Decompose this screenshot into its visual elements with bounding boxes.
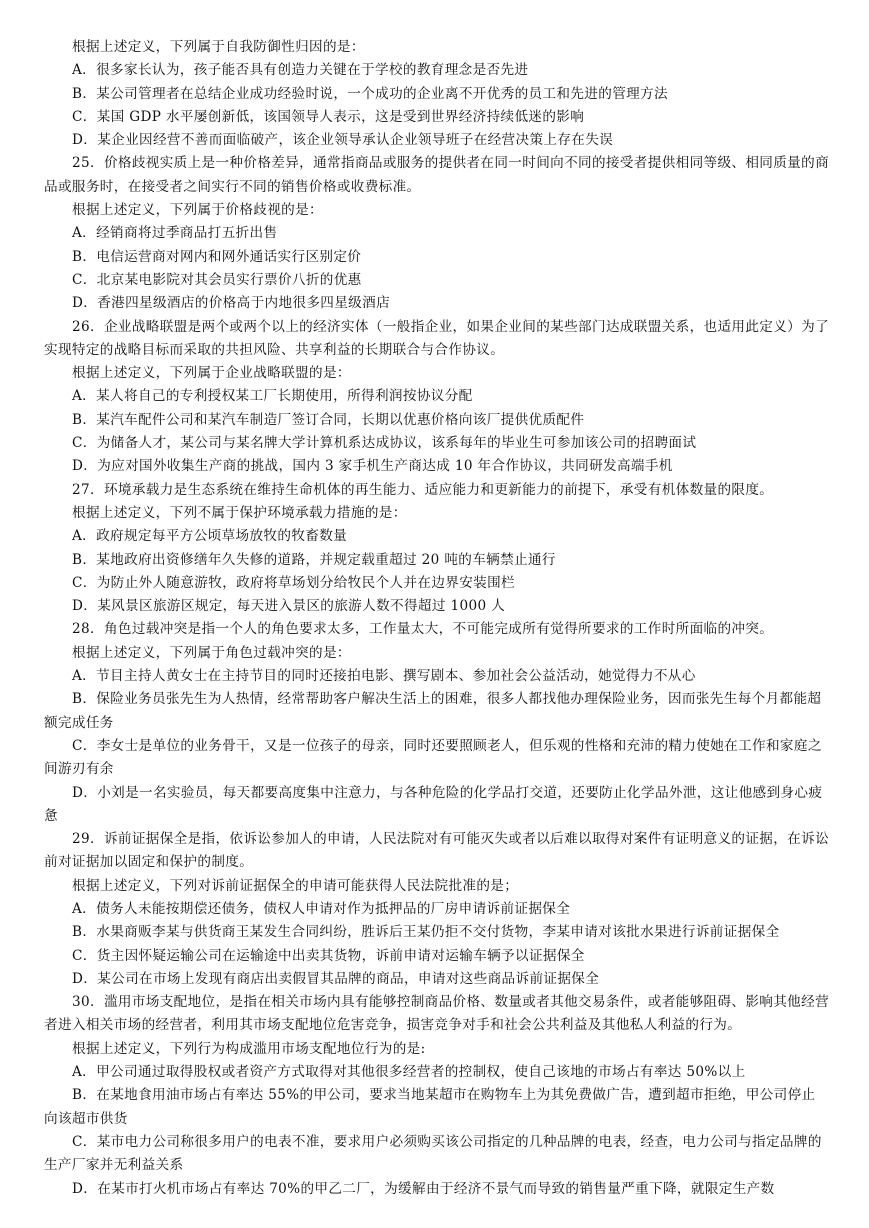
answer-option: D．某公司在市场上发现有商店出卖假冒其品牌的商品，申请对这些商品诉前证据保全 (72, 970, 600, 987)
answer-option: D．在某市打火机市场占有率达 70%的甲乙二厂，为缓解由于经济不景气而导致的销售量严重下降，就限定生产数 (72, 1180, 775, 1197)
paragraph: 28．角色过载冲突是指一个人的角色要求太多，工作量太大，不可能完成所有觉得所要求的工作时所面临的冲突。 (72, 621, 774, 638)
answer-option: B．电信运营商对网内和网外通话实行区别定价 (72, 248, 362, 265)
answer-option: D．某风景区旅游区规定，每天进入景区的旅游人数不得超过 1000 人 (72, 598, 506, 615)
paragraph: 根据上述定义，下列属于角色过载冲突的是： (72, 644, 351, 661)
answer-option: A．政府规定每平方公顷草场放牧的牧畜数量 (72, 528, 348, 545)
answer-option: A．某人将自己的专利授权某工厂长期使用，所得利润按协议分配 (72, 388, 473, 405)
answer-option: A．很多家长认为，孩子能否具有创造力关键在于学校的教育理念是否先进 (72, 62, 529, 79)
answer-option: C．李女士是单位的业务骨干，又是一位孩子的母亲，同时还要照顾老人，但乐观的性格和充沛的精力使她在工作和家庭之间游刃有余 (44, 737, 822, 778)
paragraph: 30．滥用市场支配地位，是指在相关市场内具有能够控制商品价格、数量或者其他交易条件，或者能够阻碍、影响其他经营者进入相关市场的经营者，利用其市场支配地位危害竞争，损害竞争对手和社会公共利益及其他私人利益的行为。 (44, 994, 830, 1034)
answer-option: B．水果商贩李某与供货商王某发生合同纠纷，胜诉后王某仍拒不交付货物，李某申请对该批水果进行诉前证据保全 (72, 924, 780, 941)
answer-option: C．货主因怀疑运输公司在运输途中出卖其货物，诉前申请对运输车辆予以证据保全 (72, 947, 585, 964)
answer-option: C．某市电力公司称很多用户的电表不准，要求用户必须购买该公司指定的几种品牌的电表，经查，电力公司与指定品牌的生产厂家并无利益关系 (44, 1133, 822, 1174)
answer-option: B．保险业务员张先生为人热情，经常帮助客户解决生活上的困难，很多人都找他办理保险业务，因而张先生每个月都能超额完成任务 (44, 691, 822, 731)
answer-option: D．为应对国外收集生产商的挑战，国内 3 家手机生产商达成 10 年合作协议，共同研发高端手机 (72, 458, 673, 475)
answer-option: D．某企业因经营不善而面临破产，该企业领导承认企业领导班子在经营决策上存在失误 (72, 132, 614, 149)
paragraph: 26．企业战略联盟是两个或两个以上的经济实体（一般指企业，如果企业间的某些部门达成联盟关系，也适用此定义）为了实现特定的战略目标而采取的共担风险、共享利益的长期联合与合作协议。 (44, 318, 830, 358)
answer-option: C．北京某电影院对其会员实行票价八折的优惠 (72, 271, 362, 288)
answer-option: D．香港四星级酒店的价格高于内地很多四星级酒店 (72, 295, 391, 312)
answer-option: B．在某地食用油市场占有率达 55%的甲公司，要求当地某超市在购物车上为其免费做广告，遭到超市拒绝，甲公司停止向该超市供货 (44, 1087, 816, 1127)
paragraph: 29．诉前证据保全是指，依诉讼参加人的申请，人民法院对有可能灭失或者以后难以取得对案件有证明意义的证据，在诉讼前对证据加以固定和保护的制度。 (44, 831, 830, 871)
paragraph: 25．价格歧视实质上是一种价格差异，通常指商品或服务的提供者在同一时间向不同的接受者提供相同等级、相同质量的商品或服务时，在接受者之间实行不同的销售价格或收费标准。 (44, 155, 830, 195)
answer-option: A．甲公司通过取得股权或者资产方式取得对其他很多经营者的控制权，使自己该地的市场占有率达 50%以上 (72, 1064, 746, 1081)
paragraph: 根据上述定义，下列对诉前证据保全的申请可能获得人民法院批准的是； (72, 877, 519, 894)
answer-option: D．小刘是一名实验员，每天都要高度集中注意力，与各种危险的化学品打交道，还要防止化学品外泄，这让他感到身心疲惫 (44, 784, 823, 824)
paragraph: 根据上述定义，下列属于企业战略联盟的是： (72, 365, 351, 382)
answer-option: C．为储备人才，某公司与某名牌大学计算机系达成协议，该系每年的毕业生可参加该公司的招聘面试 (72, 435, 697, 452)
answer-option: A．债务人未能按期偿还债务，债权人申请对作为抵押品的厂房申请诉前证据保全 (72, 900, 571, 917)
answer-option: C．某国 GDP 水平屡创新低，该国领导人表示，这是受到世界经济持续低迷的影响 (72, 108, 585, 125)
paragraph: 根据上述定义，下列不属于保护环境承载力措施的是： (72, 504, 407, 521)
answer-option: B．某公司管理者在总结企业成功经验时说，一个成功的企业离不开优秀的员工和先进的管理方法 (72, 85, 668, 102)
paragraph: 根据上述定义，下列属于价格歧视的是： (72, 202, 323, 219)
answer-option: B．某地政府出资修缮年久失修的道路，并规定载重超过 20 吨的车辆禁止通行 (72, 551, 556, 568)
paragraph: 27．环境承载力是生态系统在维持生命机体的再生能力、适应能力和更新能力的前提下，承受有机体数量的限度。 (72, 481, 774, 498)
answer-option: C．为防止外人随意游牧，政府将草场划分给牧民个人并在边界安装围栏 (72, 574, 516, 591)
paragraph: 根据上述定义，下列行为构成滥用市场支配地位行为的是: (72, 1040, 426, 1057)
answer-option: A．节目主持人黄女士在主持节目的同时还接拍电影、撰写剧本、参加社会公益活动，她觉得力不从心 (72, 668, 696, 685)
answer-option: A．经销商将过季商品打五折出售 (72, 225, 278, 242)
answer-option: B．某汽车配件公司和某汽车制造厂签订合同，长期以优惠价格向该厂提供优质配件 (72, 411, 585, 428)
paragraph: 根据上述定义，下列属于自我防御性归因的是： (72, 39, 365, 55)
